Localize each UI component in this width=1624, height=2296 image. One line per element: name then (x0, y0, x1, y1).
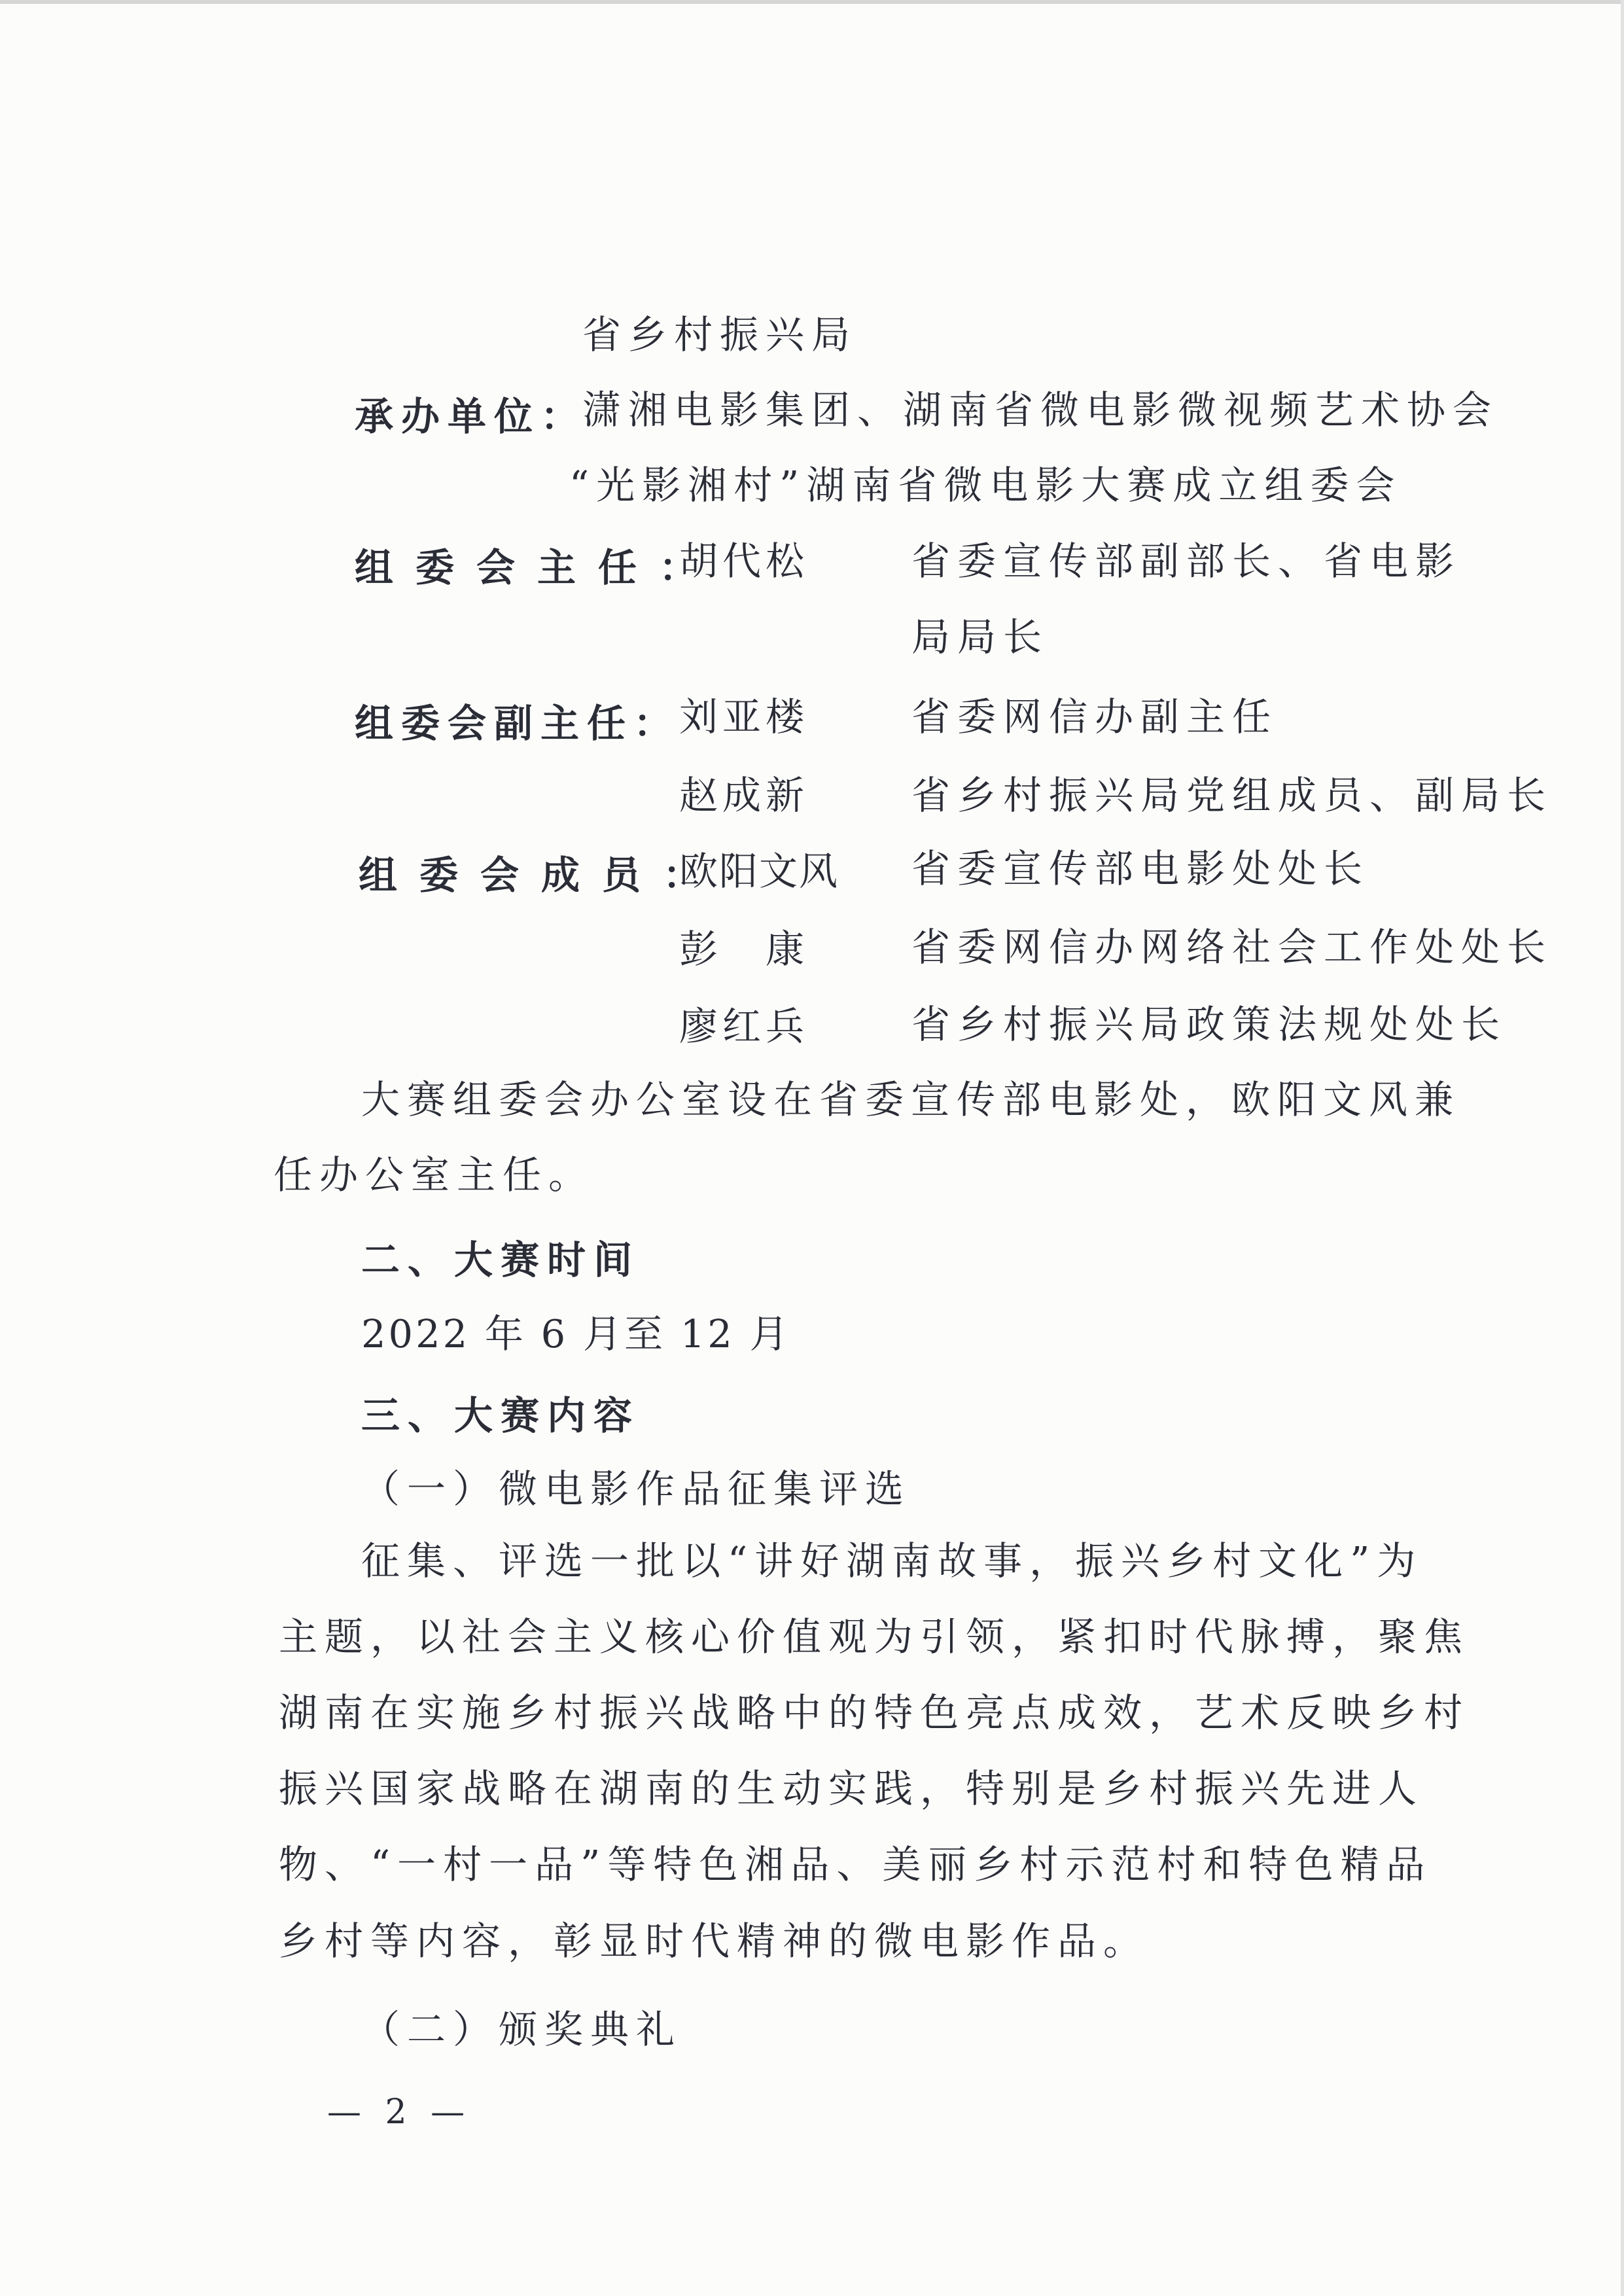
member-1-title: 省委宣传部电影处处长 (911, 846, 1370, 891)
vice-director-label: 组委会副主任： (355, 701, 680, 746)
director-title-line-1: 省委宣传部副部长、省电影 (911, 539, 1462, 584)
member-2-name: 彭 康 (679, 927, 809, 972)
office-paragraph-line-1: 大赛组委会办公室设在省委宣传部电影处，欧阳文风兼 (361, 1077, 1461, 1122)
host-line-1: 潇湘电影集团、湖南省微电影微视频艺术协会 (582, 387, 1499, 433)
director-title-line-2: 局局长 (911, 614, 1050, 660)
vice-director-2-title: 省乡村振兴局党组成员、副局长 (911, 773, 1553, 818)
body-line-6: 乡村等内容，彰显时代精神的微电影作品。 (279, 1918, 1150, 1964)
body-line-4: 振兴国家战略在湖南的生动实践，特别是乡村振兴先进人 (279, 1766, 1424, 1811)
member-1-name: 欧阳文风 (679, 849, 839, 894)
member-2-title: 省委网信办网络社会工作处处长 (911, 925, 1553, 970)
subsection-1-heading: （一）微电影作品征集评选 (361, 1466, 911, 1511)
director-label: 组委会主任： (355, 545, 720, 590)
vice-director-1-title: 省委网信办副主任 (911, 694, 1279, 739)
vice-director-1-name: 刘亚楼 (679, 694, 809, 739)
subsection-2-heading: （二）颁奖典礼 (361, 2007, 682, 2052)
body-line-2: 主题，以社会主义核心价值观为引领，紧扣时代脉搏，聚焦 (279, 1614, 1470, 1659)
page-number: — 2 — (327, 2093, 472, 2132)
body-line-3: 湖南在实施乡村振兴战略中的特色亮点成效，艺术反映乡村 (279, 1690, 1470, 1735)
body-line-1: 征集、评选一批以“讲好湖南故事，振兴乡村文化”为 (361, 1538, 1423, 1583)
member-label: 组委会成员： (359, 853, 724, 898)
committee-intro-line: “光影湘村”湖南省微电影大赛成立组委会 (569, 463, 1402, 508)
vice-director-2-name: 赵成新 (679, 773, 809, 818)
member-3-name: 廖红兵 (679, 1004, 809, 1049)
section-2-heading: 二、大赛时间 (361, 1237, 641, 1282)
member-3-title: 省乡村振兴局政策法规处处长 (911, 1002, 1508, 1047)
host-label: 承办单位： (355, 394, 588, 439)
body-line-5: 物、“一村一品”等特色湘品、美丽乡村示范村和特色精品 (279, 1842, 1432, 1887)
scan-edge-right (1621, 0, 1624, 2296)
director-name: 胡代松 (679, 539, 809, 584)
org-tail-line: 省乡村振兴局 (582, 312, 858, 357)
office-paragraph-line-2: 任办公室主任。 (274, 1152, 595, 1197)
scan-edge-top (0, 0, 1624, 4)
section-3-heading: 三、大赛内容 (361, 1393, 641, 1438)
section-2-body: 2022 年 6 月至 12 月 (361, 1311, 791, 1356)
